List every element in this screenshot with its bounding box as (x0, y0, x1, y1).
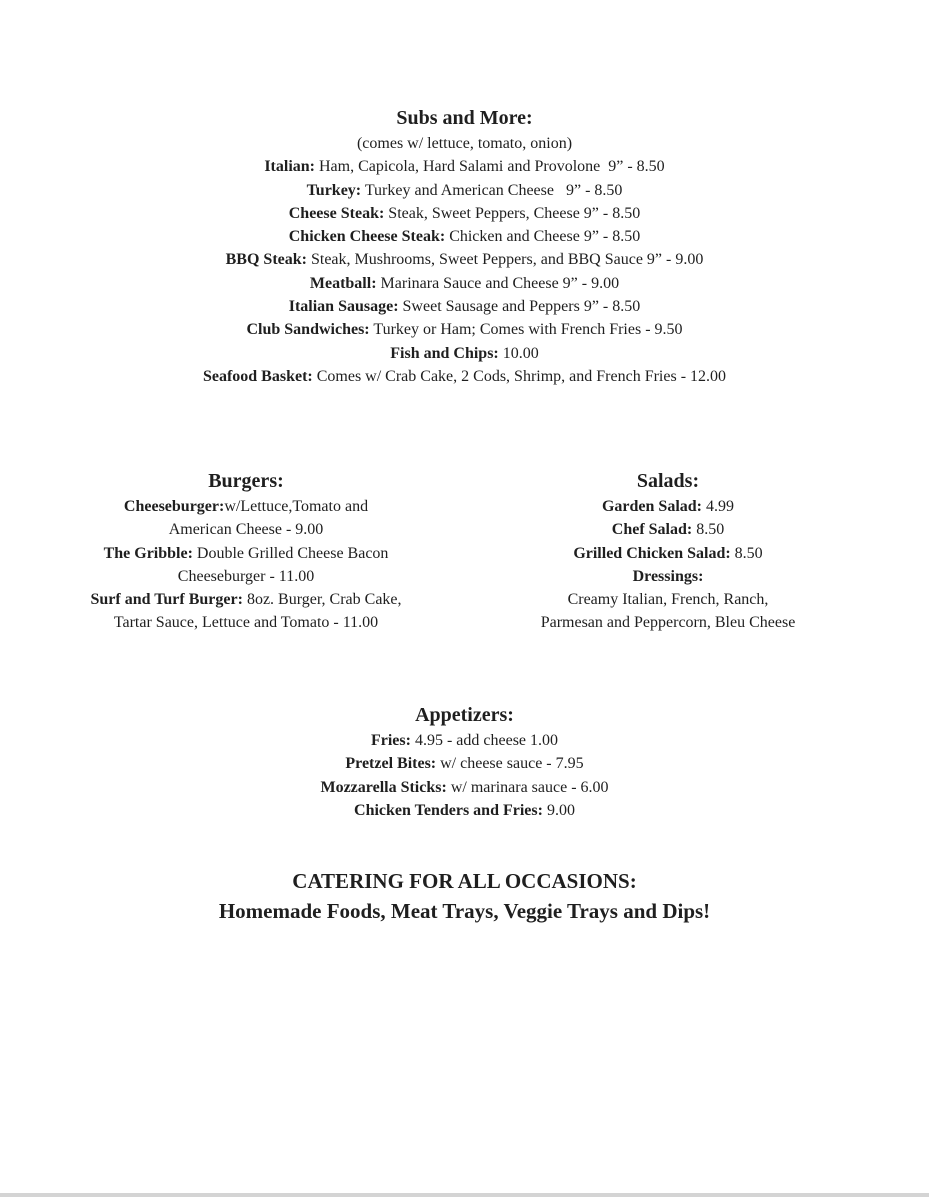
item-description: Steak, Mushrooms, Sweet Peppers, and BBQ Sauce 9” - 9.00 (306, 251, 704, 269)
section-lines (0, 132, 929, 388)
item-description: Ham, Capicola, Hard Salami and Provolone 9” - 8.50 (314, 158, 665, 176)
item-description: Marinara Sauce and Cheese 9” - 9.00 (376, 274, 620, 292)
menu-line (0, 155, 929, 178)
item-description: 4.95 - add cheese 1.00 (410, 732, 559, 749)
item-description: Turkey and American Cheese 9” - 8.50 (361, 181, 623, 199)
menu-line (0, 729, 929, 752)
menu-line (0, 248, 929, 271)
menu-line (478, 588, 858, 611)
item-name: Club Sandwiches: (246, 321, 370, 339)
menu-line (0, 799, 929, 822)
menu-line (0, 179, 929, 202)
menu-line (478, 565, 858, 588)
section-title: Salads: (636, 470, 700, 492)
menu-line (56, 518, 436, 541)
section-burgers (56, 467, 436, 635)
section-title: Burgers: (208, 470, 284, 492)
item-name: Pretzel Bites: (345, 755, 437, 773)
item-name: Turkey: (306, 181, 362, 199)
section-title: Subs and More: (396, 107, 533, 129)
menu-line (478, 611, 858, 634)
item-description: Turkey or Ham; Comes with French Fries - 9.50 (369, 321, 683, 339)
section-subs-and-more (0, 104, 929, 388)
item-description: Sweet Sausage and Peppers 9” - 8.50 (398, 298, 641, 316)
item-description: 8.50 (692, 521, 725, 539)
menu-line (56, 495, 436, 518)
menu-line (56, 542, 436, 565)
menu-line (0, 896, 929, 926)
item-name: Meatball: (309, 274, 377, 292)
item-description: 4.99 (702, 498, 734, 515)
item-name: Homemade Foods, Meat Trays, Veggie Trays and Dips! (218, 899, 711, 923)
item-description: 8.50 (730, 544, 763, 562)
item-name: Surf and Turf Burger: (90, 591, 243, 609)
menu-line (478, 518, 858, 541)
item-description: Cheeseburger - 11.00 (177, 567, 315, 585)
item-name: Seafood Basket: (202, 367, 313, 385)
item-name: Fries: (370, 732, 411, 749)
item-name: Chicken Cheese Steak: (288, 228, 446, 246)
item-name: Fish and Chips: (390, 344, 499, 362)
item-name: CATERING FOR ALL OCCASIONS: (292, 869, 637, 893)
section-title: Appetizers: (415, 704, 514, 726)
item-name: Cheese Steak: (288, 204, 385, 222)
menu-line (56, 611, 436, 634)
item-name: Chicken Tenders and Fries: (354, 801, 543, 819)
item-description: (comes w/ lettuce, tomato, onion) (356, 135, 573, 152)
section-lines (56, 495, 436, 635)
menu-line (478, 495, 858, 518)
menu-line (0, 295, 929, 318)
item-name: Grilled Chicken Salad: (573, 544, 731, 562)
item-description: American Cheese - 9.00 (168, 521, 324, 539)
menu-line (56, 588, 436, 611)
menu-line (0, 752, 929, 775)
menu-line (0, 318, 929, 341)
item-description: Creamy Italian, French, Ranch, (567, 591, 769, 609)
menu-line (0, 342, 929, 365)
item-name: Italian Sausage: (288, 298, 399, 316)
section-lines (0, 729, 929, 822)
item-name: The Gribble: (103, 544, 193, 562)
section-salads (478, 467, 858, 635)
item-name: Dressings: (632, 567, 704, 585)
section-catering-banner (0, 866, 929, 926)
menu-line (0, 866, 929, 896)
menu-line (56, 565, 436, 588)
item-description: Double Grilled Cheese Bacon (192, 544, 389, 562)
item-description: 8oz. Burger, Crab Cake, (242, 591, 402, 609)
item-description: Tartar Sauce, Lettuce and Tomato - 11.00 (113, 614, 379, 632)
menu-line (0, 272, 929, 295)
item-description: 9.00 (542, 801, 575, 819)
menu-line (0, 132, 929, 155)
menu-line (478, 542, 858, 565)
section-lines (478, 495, 858, 635)
menu-line (0, 365, 929, 388)
item-name: Cheeseburger: (123, 498, 225, 515)
item-name: BBQ Steak: (225, 251, 307, 269)
item-description: w/ cheese sauce - 7.95 (436, 755, 584, 773)
item-description: Comes w/ Crab Cake, 2 Cods, Shrimp, and French Fries - 12.00 (312, 367, 727, 385)
item-name: Mozzarella Sticks: (320, 778, 447, 796)
item-name: Italian: (264, 158, 315, 176)
menu-line (0, 202, 929, 225)
item-name: Chef Salad: (611, 521, 693, 539)
item-description: Parmesan and Peppercorn, Bleu Cheese (540, 614, 796, 632)
item-description: Chicken and Cheese 9” - 8.50 (445, 228, 641, 246)
menu-line (0, 225, 929, 248)
item-description: w/Lettuce,Tomato and (224, 498, 369, 515)
page-bottom-edge (0, 1193, 929, 1197)
section-appetizers (0, 701, 929, 822)
item-name: Garden Salad: (601, 498, 702, 515)
item-description: Steak, Sweet Peppers, Cheese 9” - 8.50 (384, 204, 641, 222)
item-description: w/ marinara sauce - 6.00 (446, 778, 609, 796)
item-description: 10.00 (498, 344, 539, 362)
menu-line (0, 776, 929, 799)
section-lines (0, 866, 929, 926)
